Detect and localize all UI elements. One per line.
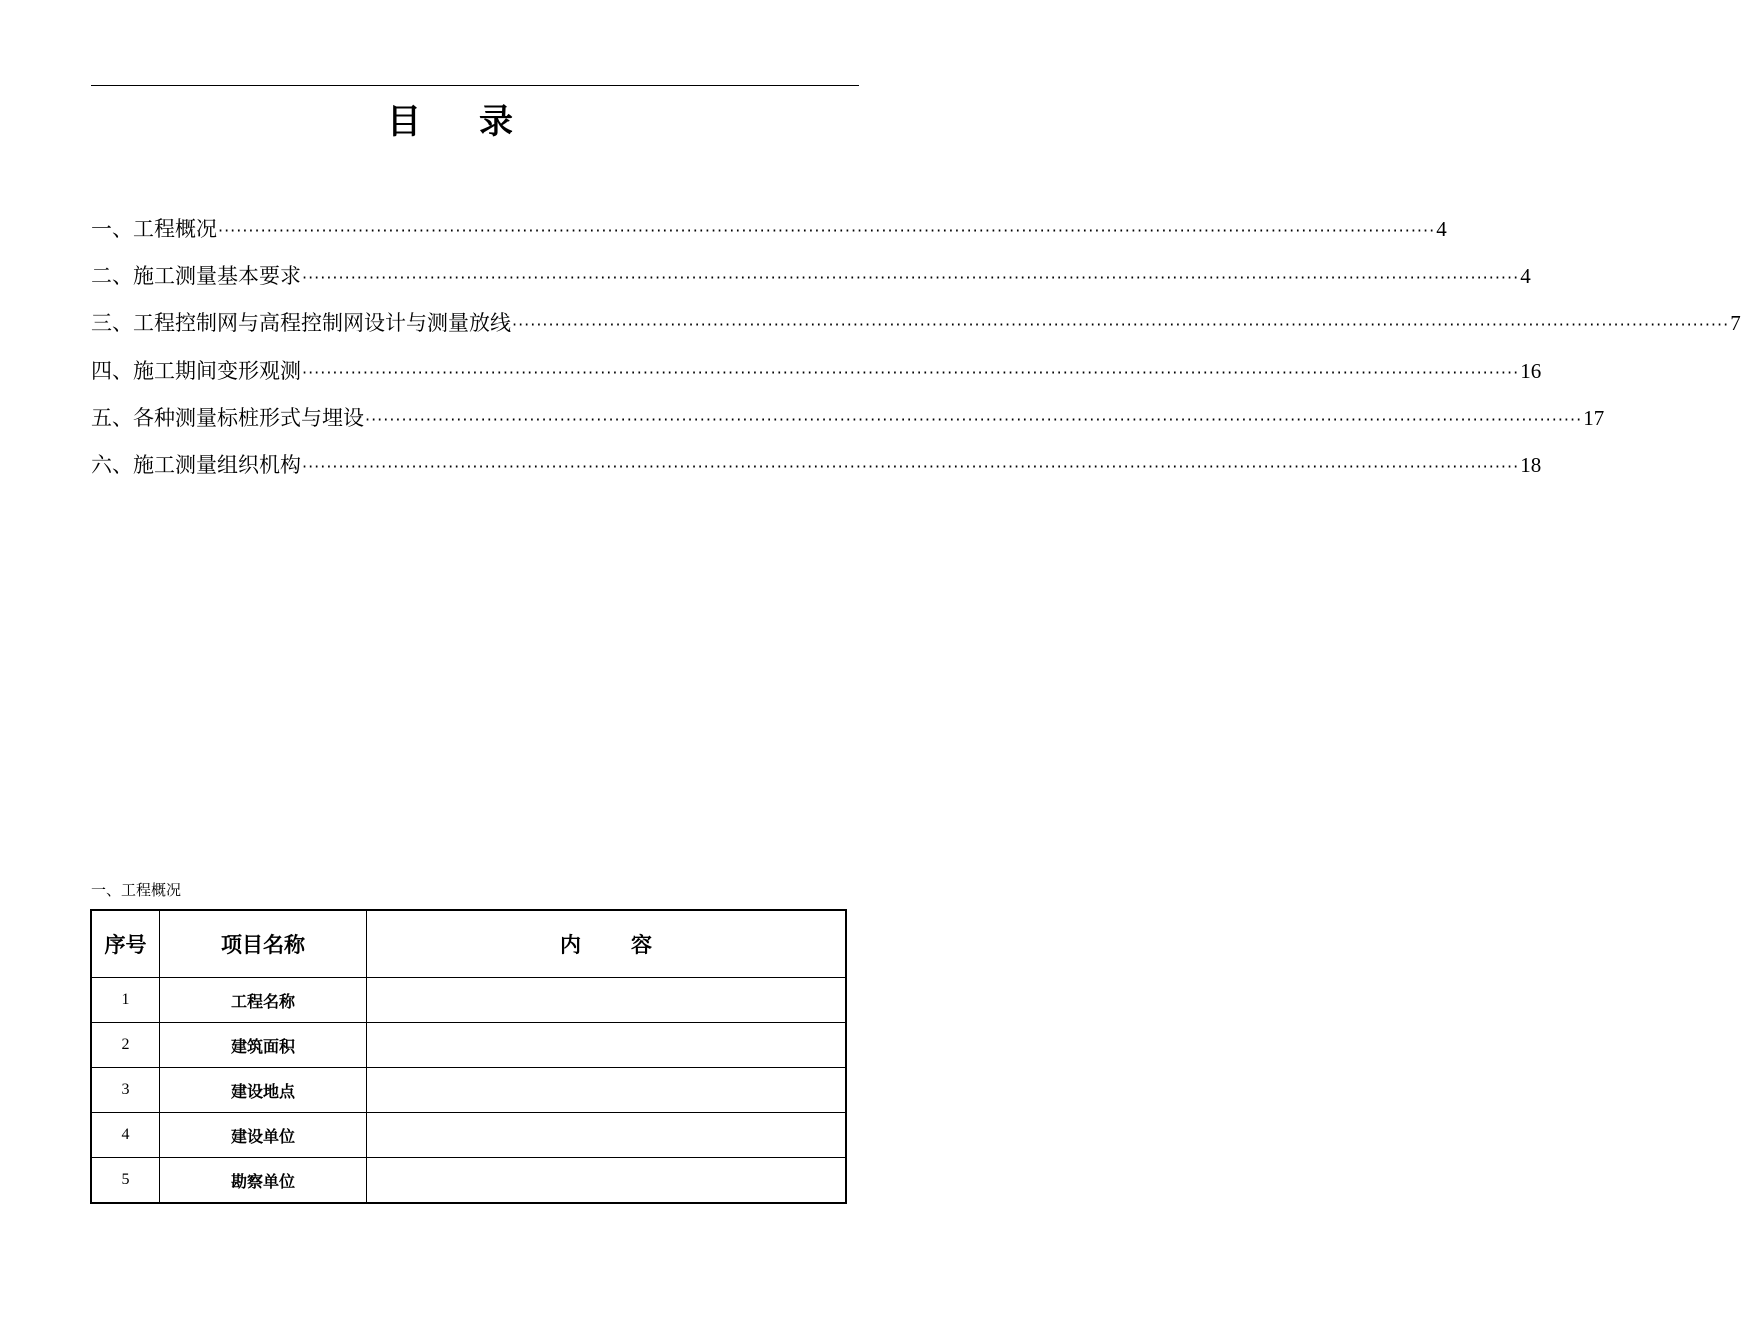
toc-leader-dots: ········································································································································································································ [218, 221, 1436, 240]
header-item-name: 项目名称 [160, 910, 367, 978]
toc-leader-dots: ········································································································································································································ [512, 315, 1730, 335]
toc-title-right: 录 [479, 102, 513, 142]
toc-leader-dots: ········································································································································································································ [302, 362, 1520, 382]
row-item-name: 勘察单位 [160, 1158, 367, 1204]
project-overview-table [90, 909, 847, 1204]
header-serial-number: 序号 [91, 910, 160, 978]
row-serial-number: 4 [91, 1113, 160, 1158]
row-content-cell[interactable] [367, 1023, 847, 1068]
row-serial-number: 2 [91, 1023, 160, 1068]
row-content-cell[interactable] [367, 1068, 847, 1113]
row-item-name: 建设地点 [160, 1068, 367, 1113]
row-serial-number: 1 [91, 978, 160, 1023]
row-serial-number: 3 [91, 1068, 160, 1113]
table-row [91, 1023, 846, 1068]
row-content-cell[interactable] [367, 978, 847, 1023]
row-item-name: 建设单位 [160, 1113, 367, 1158]
toc-leader-dots: ········································································································································································································ [302, 268, 1520, 288]
toc-entry[interactable] [91, 352, 1542, 399]
toc-entry-page: 4 [1436, 217, 1447, 241]
row-item-name: 工程名称 [160, 978, 367, 1023]
toc-entry-page: 18 [1520, 452, 1542, 477]
row-content-cell[interactable] [367, 1113, 847, 1158]
row-serial-number: 5 [91, 1158, 160, 1204]
table-row [91, 1158, 846, 1204]
row-content-cell[interactable] [367, 1158, 847, 1204]
table-row [91, 1068, 846, 1113]
toc-entry-page: 4 [1520, 264, 1531, 289]
table-row [91, 978, 846, 1023]
toc-entry-page: 16 [1520, 358, 1542, 383]
header-content-right: 容 [631, 933, 652, 957]
toc-leader-dots: ········································································································································································································ [302, 456, 1520, 476]
toc-entry-title: 六、施工测量组织机构 [91, 452, 301, 477]
row-item-name: 建筑面积 [160, 1023, 367, 1068]
toc-entry[interactable] [91, 304, 1741, 351]
toc-title-left: 目 [387, 102, 421, 142]
toc-entry[interactable] [91, 399, 1605, 446]
toc-entry-title: 五、各种测量标桩形式与埋设 [91, 405, 364, 430]
toc-title [0, 100, 900, 144]
toc-entry-title: 四、施工期间变形观测 [91, 358, 301, 383]
toc-entry[interactable] [91, 210, 1447, 257]
toc-entry[interactable] [91, 257, 1531, 304]
toc-entry-page: 7 [1730, 311, 1741, 336]
toc-entry-title: 一、工程概况 [91, 217, 217, 241]
toc-list [91, 210, 1741, 493]
toc-entry-title: 二、施工测量基本要求 [91, 264, 301, 289]
header-content-left: 内 [560, 933, 581, 957]
header-rule [91, 85, 859, 86]
table-row [91, 1113, 846, 1158]
table-header-row [91, 910, 846, 978]
toc-entry-page: 17 [1583, 405, 1605, 430]
toc-leader-dots: ········································································································································································································ [365, 409, 1583, 429]
header-content [367, 910, 847, 978]
toc-entry-title: 三、工程控制网与高程控制网设计与测量放线 [91, 311, 511, 336]
section-heading: 一、工程概况 [91, 881, 182, 899]
toc-entry[interactable] [91, 446, 1542, 493]
